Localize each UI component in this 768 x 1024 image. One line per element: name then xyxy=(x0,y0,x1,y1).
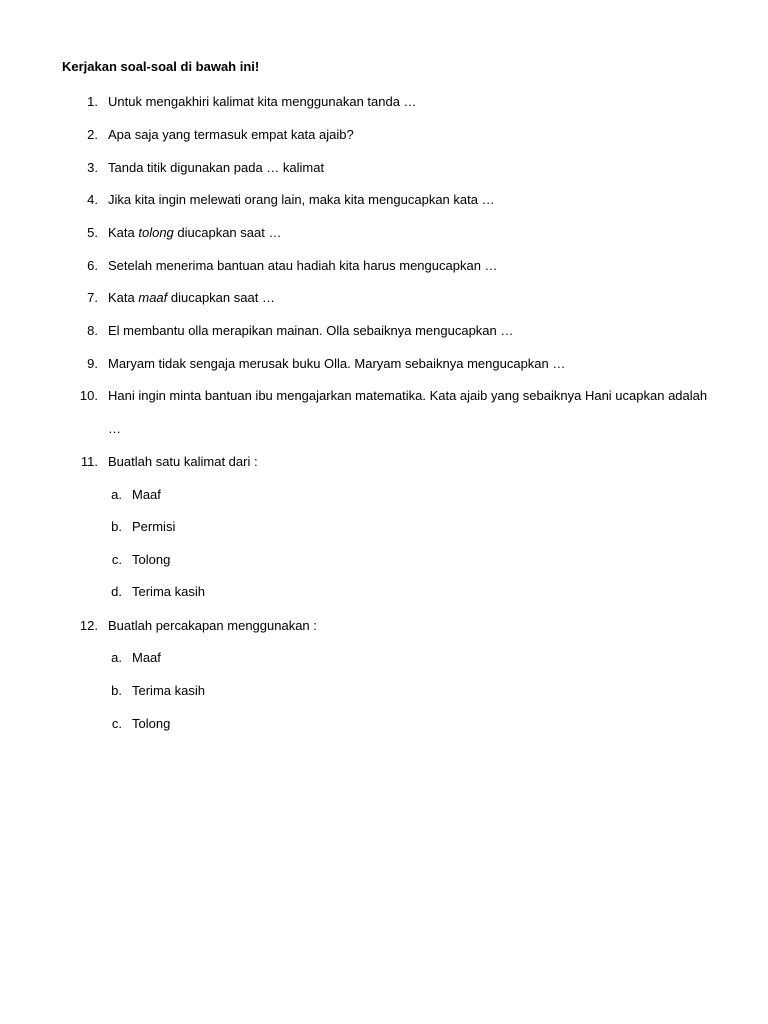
option-letter: c. xyxy=(111,552,122,567)
question-text: Jika kita ingin melewati orang lain, maka kita mengucapkan kata … xyxy=(108,192,495,207)
question-number: 4. xyxy=(87,192,98,207)
question-number: 11. xyxy=(80,454,98,469)
question-text: Buatlah satu kalimat dari : xyxy=(108,454,258,469)
question-number: 12. xyxy=(79,618,98,633)
question-number: 9. xyxy=(87,356,98,371)
option-letter: a. xyxy=(111,650,122,665)
question-number: 8. xyxy=(87,323,98,338)
option-letter: a. xyxy=(111,487,122,502)
question-text: Tanda titik digunakan pada … kalimat xyxy=(108,160,325,175)
question-text-post: diucapkan saat … xyxy=(173,225,282,240)
question-text-continuation: … xyxy=(108,421,121,436)
option-text: Tolong xyxy=(132,716,171,731)
question-number: 7. xyxy=(87,290,98,305)
question-number: 6. xyxy=(87,258,98,273)
option-letter: b. xyxy=(111,683,122,698)
option-text: Terima kasih xyxy=(132,584,205,599)
question-text-italic: maaf xyxy=(138,290,168,305)
option-text: Maaf xyxy=(132,487,161,502)
question-text: Untuk mengakhiri kalimat kita menggunakan tanda … xyxy=(108,94,417,109)
question-text: Hani ingin minta bantuan ibu mengajarkan matematika. Kata ajaib yang sebaiknya Hani ucapkan adalah xyxy=(108,388,708,403)
option-letter: d. xyxy=(111,584,122,599)
question-text: Setelah menerima bantuan atau hadiah kita harus mengucapkan … xyxy=(108,258,498,273)
question-text: El membantu olla merapikan mainan. Olla sebaiknya mengucapkan … xyxy=(108,323,514,338)
question-text-post: diucapkan saat … xyxy=(167,290,275,305)
question-text-italic: tolong xyxy=(138,225,174,240)
question-number: 2. xyxy=(87,127,98,142)
instruction-heading: Kerjakan soal-soal di bawah ini! xyxy=(62,59,260,74)
option-letter: b. xyxy=(111,519,122,534)
question-text-pre: Kata xyxy=(108,225,139,240)
question-text xyxy=(108,289,275,307)
option-text: Permisi xyxy=(132,519,176,534)
question-text: Buatlah percakapan menggunakan : xyxy=(108,618,317,633)
question-text: Apa saja yang termasuk empat kata ajaib? xyxy=(108,127,354,142)
question-text: Maryam tidak sengaja merusak buku Olla. Maryam sebaiknya mengucapkan … xyxy=(108,356,566,371)
question-text xyxy=(108,224,281,242)
question-number: 5. xyxy=(87,225,98,240)
option-letter: c. xyxy=(111,716,122,731)
option-text: Maaf xyxy=(132,650,161,665)
option-text: Tolong xyxy=(132,552,171,567)
question-number: 1. xyxy=(87,94,98,109)
question-number: 3. xyxy=(87,160,98,175)
question-text-pre: Kata xyxy=(108,290,139,305)
question-number: 10. xyxy=(79,388,98,403)
option-text: Terima kasih xyxy=(132,683,205,698)
